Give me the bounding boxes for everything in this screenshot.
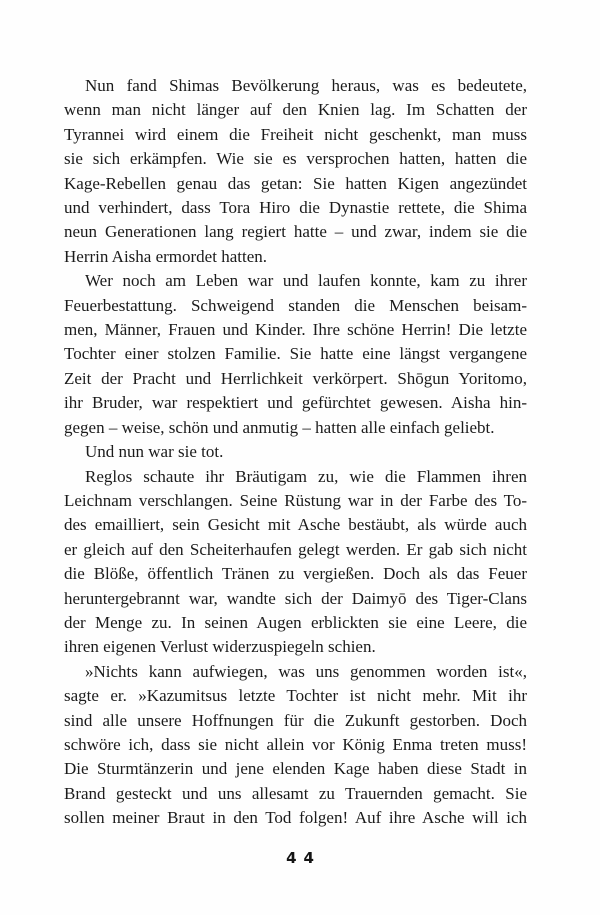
text-line: ihren eigenen Verlust widerzuspiegeln schien. [64, 637, 376, 657]
paragraph [64, 660, 527, 831]
text-line: men, Männer, Frauen und Kinder. Ihre schöne Herrin! Die letzte [64, 320, 527, 340]
page-number: 44 [286, 849, 321, 867]
text-line: der Menge zu. In seinen Augen erblickten sie eine Leere, die [64, 612, 527, 632]
text-line: »Nichts kann aufwiegen, was uns genommen worden ist«, [85, 661, 527, 681]
text-line: Tyrannei wird einem die Freiheit nicht geschenkt, man muss [64, 124, 527, 144]
text-line: des emailliert, sein Gesicht mit Asche bestäubt, als würde auch [64, 515, 527, 535]
text-line: Tochter einer stolzen Familie. Sie hatte eine längst vergangene [64, 344, 527, 364]
text-line: sind alle unsere Hoffnungen für die Zukunft gestorben. Doch [64, 710, 527, 730]
text-line: Leichnam verschlangen. Seine Rüstung war in der Farbe des To- [64, 490, 527, 510]
text-line: gegen – weise, schön und anmutig – hatten alle einfach geliebt. [64, 417, 495, 437]
text-line: Feuerbestattung. Schweigend standen die Menschen beisam- [64, 295, 527, 315]
text-line: Zeit der Pracht und Herrlichkeit verkörpert. Shōgun Yoritomo, [64, 368, 527, 388]
text-line: heruntergebrannt war, wandte sich der Daimyō des Tiger-Clans [64, 588, 527, 608]
text-line: wenn man nicht länger auf den Knien lag. Im Schatten der [64, 100, 527, 120]
text-line: Wer noch am Leben war und laufen konnte, kam zu ihrer [85, 271, 527, 291]
text-line: sie sich erkämpfen. Wie sie es versprochen hatten, hatten die [64, 149, 527, 169]
text-line: die Blöße, öffentlich Tränen zu vergießen. Doch als das Feuer [64, 564, 527, 584]
paragraph [64, 269, 527, 440]
paragraph [64, 74, 527, 269]
paragraph [64, 465, 527, 660]
text-line: sagte er. »Kazumitsus letzte Tochter ist nicht mehr. Mit ihr [64, 686, 527, 706]
text-line: schwöre ich, dass sie nicht allein vor König Enma treten muss! [64, 734, 527, 754]
text-line: Reglos schaute ihr Bräutigam zu, wie die Flammen ihren [85, 466, 527, 486]
text-line: Und nun war sie tot. [85, 442, 224, 462]
text-line: Nun fand Shimas Bevölkerung heraus, was es bedeutete, [85, 76, 527, 95]
text-line: Herrin Aisha ermordet hatten. [64, 246, 267, 266]
paragraph [64, 440, 527, 464]
text-block [64, 74, 527, 831]
text-line: Kage-Rebellen genau das getan: Sie hatten Kigen angezündet [64, 173, 527, 193]
text-line: Die Sturmtänzerin und jene elenden Kage haben diese Stadt in [64, 759, 527, 779]
text-line: sollen meiner Braut in den Tod folgen! Auf ihre Asche will ich [64, 808, 527, 828]
text-line: Brand gesteckt und uns allesamt zu Trauernden gemacht. Sie [64, 783, 527, 803]
text-line: und verhindert, dass Tora Hiro die Dynastie rettete, die Shima [64, 198, 527, 218]
text-line: ihr Bruder, war respektiert und gefürchtet gewesen. Aisha hin- [64, 393, 527, 413]
text-line: neun Generationen lang regiert hatte – und zwar, indem sie die [64, 222, 527, 242]
text-line: er gleich auf den Scheiterhaufen gelegt werden. Er gab sich nicht [64, 539, 527, 559]
